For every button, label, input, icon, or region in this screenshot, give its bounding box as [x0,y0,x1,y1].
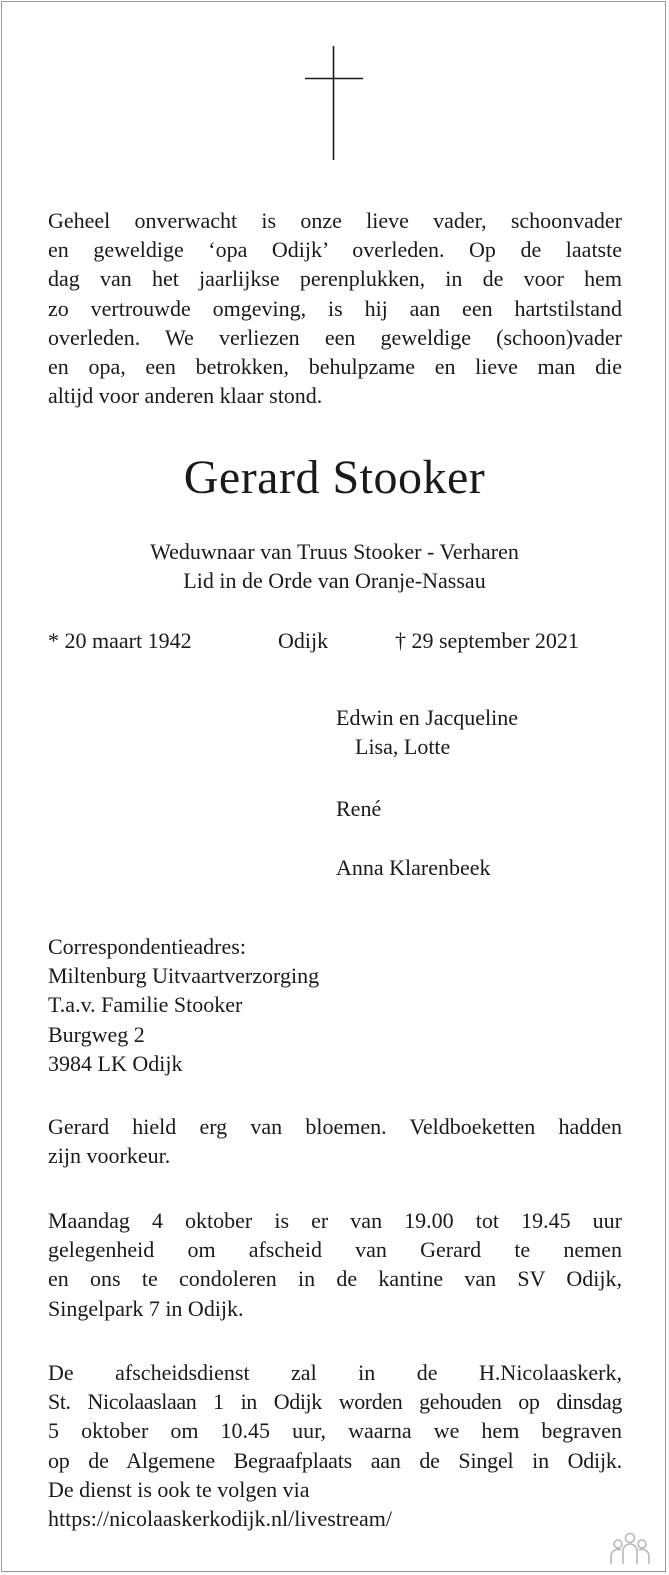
place: Odijk [278,628,329,653]
flowers-line: zijn voorkeur. [48,1143,171,1169]
condolence-line: gelegenheid om afscheid van Gerard te nemen [48,1237,622,1263]
intro-line: dag van het jaarlijkse perenplukken, in de voor hem [48,266,622,292]
service-text [48,1358,622,1533]
intro-text [48,206,622,410]
livestream-link: https://nicolaaskerkodijk.nl/livestream/ [48,1506,392,1532]
flowers-text [48,1112,622,1170]
people-group-icon [606,1532,654,1566]
address-attn: T.a.v. Familie Stooker [48,992,243,1018]
family-line: Lisa, Lotte [355,734,451,759]
intro-line: zo vertrouwde omgeving, is hij aan een hartstilstand [48,295,622,321]
death-date: † 29 september 2021 [395,628,579,653]
condolence-line: en ons te condoleren in de kantine van SV Odijk, [48,1266,622,1292]
address-label: Correspondentieadres: [48,934,246,959]
flowers-line: Gerard hield erg van bloemen. Veldboeketten hadden [48,1114,622,1139]
order-line: Lid in de Orde van Oranje-Nassau [183,568,486,593]
widower-line: Weduwnaar van Truus Stooker - Verharen [150,539,519,564]
family-line: Anna Klarenbeek [336,855,491,880]
condolence-text [48,1206,622,1323]
family-line: René [336,796,382,821]
address-city: 3984 LK Odijk [48,1050,183,1076]
address-company: Miltenburg Uitvaartverzorging [48,963,320,989]
birth-date: * 20 maart 1942 [48,628,192,653]
address-street: Burgweg 2 [48,1021,145,1047]
intro-line: overleden. We verliezen een geweldige (schoon)vader [48,324,622,350]
intro-line: en opa, een betrokken, behulpzame en lieve man die [48,354,622,380]
service-line: St. Nicolaaslaan 1 in Odijk worden gehouden op dinsdag [48,1389,622,1415]
deceased-name: Gerard Stooker [183,451,486,504]
correspondence-address [48,932,319,1078]
family-line: Edwin en Jacqueline [336,705,519,730]
intro-line: en geweldige ‘opa Odijk’ overleden. Op de laatste [48,237,622,263]
intro-line: altijd voor anderen klaar stond. [48,383,323,409]
intro-line: Geheel onverwacht is onze lieve vader, schoonvader [48,208,622,233]
obituary-card [1,1,666,1572]
cross-icon [2,2,667,172]
service-line: De dienst is ook te volgen via [48,1476,310,1502]
service-line: De afscheidsdienst zal in de H.Nicolaaskerk, [48,1360,622,1385]
service-line: op de Algemene Begraafplaats aan de Singel in Odijk. [48,1447,622,1473]
condolence-line: Singelpark 7 in Odijk. [48,1295,244,1321]
deceased-details [2,537,667,595]
condolence-line: Maandag 4 oktober is er van 19.00 tot 19.45 uur [48,1208,622,1233]
service-line: 5 oktober om 10.45 uur, waarna we hem begraven [48,1418,622,1444]
